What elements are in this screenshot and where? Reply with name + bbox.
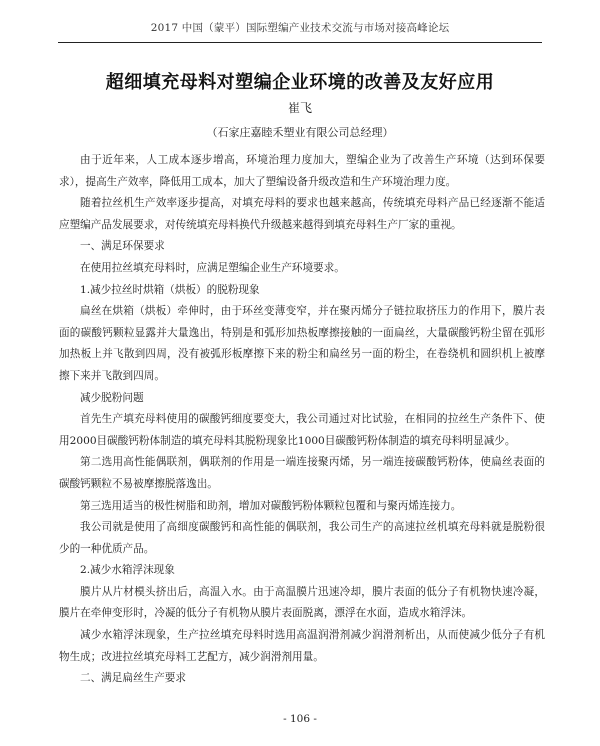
subheading-water-foam: 2.减少水箱浮沫现象: [80, 564, 175, 577]
paragraph-company-product: 我公司就是使用了高细度碳酸钙和高性能的偶联剂，我公司生产的高速拉丝机填充母料就是脱粉很少的一种优质产品。: [59, 521, 545, 555]
author-affiliation: （石家庄嘉睦禾塑业有限公司总经理）: [206, 126, 394, 139]
section-heading-environment: 一、满足环保要求: [80, 240, 165, 253]
running-header: 2017 中国（蒙平）国际塑编产业技术交流与市场对接高峰论坛: [150, 22, 450, 34]
article-body: [59, 150, 545, 690]
subheading-reduce-dust: 减少脱粉问题: [80, 391, 144, 404]
section-heading-yarn: 二、满足扁丝生产要求: [80, 672, 186, 685]
article-title: 超细填充母料对塑编企业环境的改善及友好应用: [105, 72, 495, 93]
paragraph-dust-cause: 扁丝在烘箱（烘板）牵伸时，由于环丝变薄变窄，并在聚丙烯分子链拉取挤压力的作用下，膜片表面的碳酸钙颗粒显露并大量逸出，特别是和弧形加热板摩擦接触的一面扁丝，大量碳酸钙粉尘留在弧形加热板上并飞散到四周，没有被弧形板摩擦下来的粉尘和扁丝另一面的粉尘，在卷绕机和圆织机上被摩擦下来并飞散到四周。: [59, 305, 545, 382]
paragraph-fineness: 首先生产填充母料使用的碳酸钙细度要变大，我公司通过对比试验，在相同的拉丝生产条件下、使用2000目碳酸钙粉体制造的填充母料其脱粉现象比1000目碳酸钙粉体制造的填充母料明显减少。: [59, 413, 545, 447]
subheading-oven-dust: 1.减少拉丝时烘箱（烘板）的脱粉现象: [80, 283, 260, 296]
paragraph-coupling-agent: 第二选用高性能偶联剂，偶联剂的作用是一端连接聚丙烯，另一端连接碳酸钙粉体，使扁丝表面的碳酸钙颗粒不易被摩擦脱落逸出。: [59, 456, 545, 490]
paragraph-intro: 由于近年来，人工成本逐步增高，环境治理力度加大，塑编企业为了改善生产环境（达到环保要求），提高生产效率，降低用工成本，加大了塑编设备升级改造和生产环境治理力度。: [59, 154, 545, 188]
author-name: 崔飞: [287, 101, 312, 115]
page-number: - 106 -: [283, 713, 317, 725]
paragraph-environment-req: 在使用拉丝填充母料时，应满足塑编企业生产环境要求。: [80, 261, 345, 274]
paragraph-background: 随着拉丝机生产效率逐步提高，对填充母料的要求也越来越高，传统填充母料产品已经逐渐不能适应塑编产品发展要求，对传统填充母料换代升级越来越得到填充母料生产厂家的重视。: [59, 197, 545, 231]
header-rule: [58, 42, 542, 43]
paragraph-polar-resin: 第三选用适当的极性树脂和助剂，增加对碳酸钙粉体颗粒包覆和与聚丙烯连接力。: [80, 499, 462, 512]
paragraph-foam-cause: 膜片从片材模头挤出后，高温入水。由于高温膜片迅速冷却，膜片表面的低分子有机物快速冷凝，膜片在牵伸变形时，冷凝的低分子有机物从膜片表面脱离，漂浮在水面，造成水箱浮沫。: [59, 585, 545, 620]
paragraph-foam-solution: 减少水箱浮沫现象，生产拉丝填充母料时选用高温润滑剂减少润滑剂析出，从而使减少低分子有机物生成；改进拉丝填充母料工艺配方，减少润滑剂用量。: [59, 629, 545, 663]
